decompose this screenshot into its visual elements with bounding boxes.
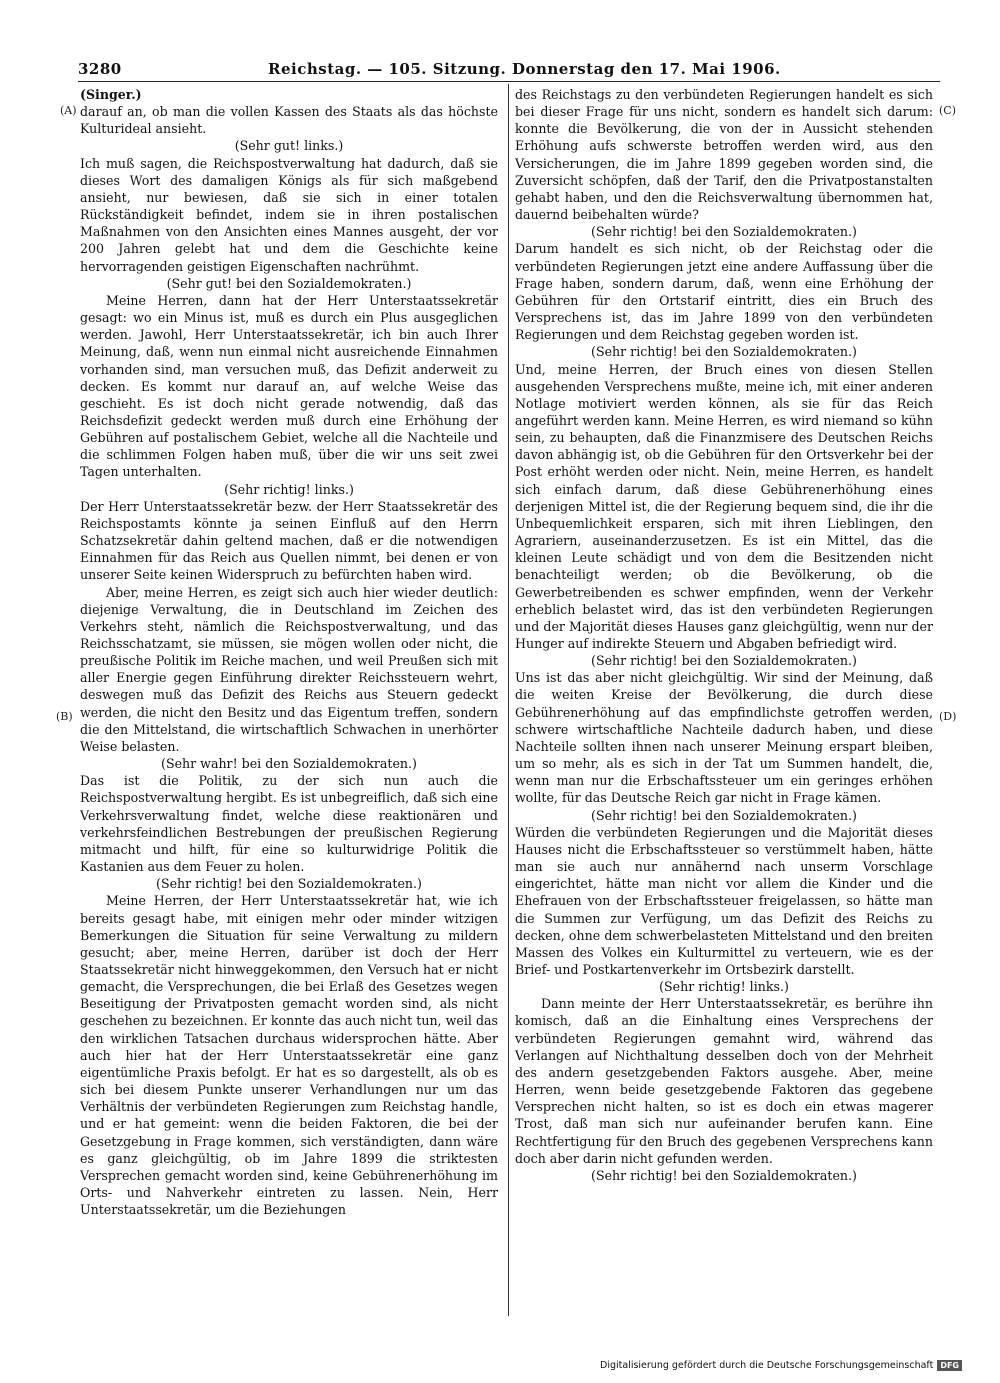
margin-marker-a: (A) [60, 104, 77, 117]
paragraph: Und, meine Herren, der Bruch eines von diesen Stellen ausgehenden Versprechens mußte, meine ich, mit einer anderen Notlage motiviert werden können, als sie für das Reich angeführt werden kann. Meine Herren, es wird niemand so kühn sein, zu behaupten, daß die Finanzmisere des Deutschen Reichs davon abhängig ist, ob die Gebühren für den Ortsverkehr bei der Post erhöht werden oder nicht. Nein, meine Herren, es handelt sich einfach darum, daß diese Gebührenerhöhung eines derjenigen Mittel ist, die der Regierung bequem sind, die ihr die Unbequemlichkeit ersparen, sich mit ihren Lieblingen, den Agrariern, auseinanderzusetzen. Es ist ein Mittel, das die kleinen Leute schädigt und von dem die Besitzenden nicht benachteiligt werden; ob die Bevölkerung, ob die Gewerbetreibenden es schwer empfinden, wenn der Verkehr erheblich belastet wird, das ist den verbündeten Regierungen und der Majorität dieses Hauses ganz gleichgültig, wenn nur der Hunger auf indirekte Steuern und Abgaben befriedigt wird. [515, 361, 933, 651]
speaker-name: (Singer.) [80, 87, 142, 102]
digitization-credit [600, 1360, 962, 1371]
interjection: (Sehr richtig! bei den Sozialdemokraten.) [591, 344, 857, 360]
paragraph: Das ist die Politik, zu der sich nun auch die Reichspostverwaltung hergibt. Es ist unbegreiflich, daß sich eine Verkehrsverwaltung findet, welche diese reaktionären und verkehrsfeindlichen Bestrebungen der preußischen Regierung mitmacht und hilft, für eine so kulturwidrige Politik die Kastanien aus dem Feuer zu holen. [80, 773, 498, 875]
paragraph: Meine Herren, der Herr Unterstaatssekretär hat, wie ich bereits gesagt habe, mit einigen mehr oder minder witzigen Bemerkungen die Situation für seine Verwaltung zu mildern gesucht; aber, meine Herren, darüber ist doch der Herr Staatssekretär nicht hinweggekommen, den Versuch hat er nicht gemacht, die Versprechungen, die bei Erlaß des Gesetzes wegen Beseitigung der Privatposten gemacht worden sind, als nicht geschehen zu bezeichnen. Er konnte das auch nicht tun, weil das den wirklichen Tatsachen durchaus widersprochen hätte. Aber auch hier hat der Herr Unterstaatssekretär eine ganz eigentümliche Praxis befolgt. Er hat es so dargestellt, als ob es sich bei diesem Punkte unserer Verhandlungen nur um das Verhältnis der verbündeten Regierungen zum Reichstag handle, und er hat gemeint: wenn die beiden Faktoren, die bei der Gesetzgebung in Frage kommen, sich verständigten, dann wäre es ganz gleichgültig, ob im Jahre 1899 die striktesten Versprechen gemacht worden sind, keine Gebührenerhöhung im Orts- und Nahverkehr eintreten zu lassen. Nein, Herr Unterstaatssekretär, um die Beziehungen [80, 893, 498, 1218]
interjection: (Sehr richtig! bei den Sozialdemokraten.) [156, 876, 422, 892]
margin-marker-b: (B) [56, 710, 73, 723]
paragraph: Dann meinte der Herr Unterstaatssekretär, es berühre ihn komisch, daß an die Einhaltung eines Versprechens der verbündeten Regierungen gemahnt wird, während das Verlangen auf Nichthaltung desselben doch von der Mehrheit des andern gesetzgebenden Faktors ausgehe. Aber, meine Herren, wenn beide gesetzgebende Faktoren das gegebene Versprechen nicht halten, so ist es doch ein etwas magerer Trost, daß man sich nur aufeinander berufen kann. Eine Rechtfertigung für den Bruch des gegebenen Versprechens kann doch aber darin nicht gefunden werden. [515, 996, 933, 1166]
paragraph: Der Herr Unterstaatssekretär bezw. der Herr Staatssekretär des Reichspostamts könnte ja seinen Einfluß auf den Herrn Schatzsekretär dahin geltend machen, daß er die notwendigen Einnahmen für das Reich aus Quellen nimmt, bei denen er von unserer Seite keinen Widerspruch zu befürchten haben wird. [80, 498, 498, 583]
interjection: (Sehr richtig! bei den Sozialdemokraten.) [591, 1167, 857, 1183]
interjection: (Sehr richtig! links.) [224, 481, 354, 497]
dfg-logo: DFG [937, 1360, 962, 1371]
paragraph: Uns ist das aber nicht gleichgültig. Wir sind der Meinung, daß die weiten Kreise der Bevölkerung, die durch diese Gebührenerhöhung auf das empfindlichste getroffen werden, schwere wirtschaftliche Nachteile dadurch haben, und diese Nachteile sollten ihnen nach unserer Meinung erspart bleiben, um so mehr, als es sich in der Tat um Summen handelt, die, wenn man nur die Erbschaftssteuer um ein geringes erhöhen wollte, für das Deutsche Reich gar nicht in Frage kämen. [515, 670, 933, 806]
header-rule [78, 81, 940, 82]
paragraph: Aber, meine Herren, es zeigt sich auch hier wieder deutlich: diejenige Verwaltung, die in Deutschland im Zeichen des Verkehrs steht, nämlich die Reichspostverwaltung, und das Reichsschatzamt, sie müssen, sie mögen wollen oder nicht, die preußische Politik im Reiche machen, und weil Preußen sich mit aller Energie gegen Einführung direkter Reichssteuern wehrt, deswegen muß das Defizit des Reichs aus Steuern gedeckt werden, die nicht den Besitz und das Eigentum treffen, sondern die den Mittelstand, die wirtschaftlich Schwachen in unerhörter Weise belasten. [80, 584, 498, 754]
paragraph: Ich muß sagen, die Reichspostverwaltung hat dadurch, daß sie dieses Wort des damaligen Königs als für sich maßgebend ansieht, nur bewiesen, daß sie sich in einer totalen Rückständigkeit befindet, indem sie in ihren postalischen Maßnahmen von den Ansichten eines Mannes ausgeht, der vor 200 Jahren gelebt hat und dem die Geschichte keine hervorragenden geistigen Eigenschaften nachrühmt. [80, 155, 498, 274]
paragraph: darauf an, ob man die vollen Kassen des Staats als das höchste Kulturideal ansieht. [80, 104, 498, 137]
paragraph: Darum handelt es sich nicht, ob der Reichstag oder die verbündeten Regierungen jetzt eine andere Auffassung über die Frage haben, sondern darum, daß, wenn eine Erhöhung der Gebühren für den Ortstarif eintritt, dies ein Bruch des Versprechens ist, das im Jahre 1899 von den verbündeten Regierungen und dem Reichstag gegeben worden ist. [515, 241, 933, 343]
paragraph: Würden die verbündeten Regierungen und die Majorität dieses Hauses nicht die Erbschaftssteuer so verstümmelt haben, hätte man sie auch nur annähernd nach unserm Vorschlage eingerichtet, hätte man nicht vor allem die Kinder und die Ehefrauen von der Erbschaftssteuer freigelassen, so hätte man die Summen zur Verfügung, um das Defizit des Reichs zu decken, ohne dem schwerbelasteten Mittelstand und den breiten Massen des Volkes ein Kulturmittel zu verteuern, wie es der Brief- und Postkartenverkehr im Ortsbezirk darstellt. [515, 824, 933, 977]
credit-text: Digitalisierung gefördert durch die Deutsche Forschungsgemeinschaft [600, 1360, 934, 1371]
paragraph: des Reichstags zu den verbündeten Regierungen handelt es sich bei dieser Frage für uns nicht, sondern es handelt sich darum: konnte die Bevölkerung, die von der in Aussicht stehenden Erhöhung aufs schwerste betroffen werden wird, aus den Versicherungen, die im Jahre 1899 gegeben worden sind, die Zuversicht schöpfen, daß der Tarif, den die Privatpostanstalten gehabt haben, und den die Reichsverwaltung übernommen hat, dauernd beibehalten würde? [515, 87, 933, 223]
interjection: (Sehr richtig! bei den Sozialdemokraten.) [591, 653, 857, 669]
right-column [515, 86, 933, 1316]
left-column [80, 86, 498, 1316]
interjection: (Sehr gut! links.) [234, 138, 344, 154]
page-header [78, 58, 940, 82]
interjection: (Sehr richtig! bei den Sozialdemokraten.) [591, 807, 857, 823]
margin-marker-d: (D) [939, 710, 957, 723]
page-number: 3280 [78, 60, 122, 78]
running-head: Reichstag. — 105. Sitzung. Donnerstag den 17. Mai 1906. [268, 60, 781, 78]
margin-marker-c: (C) [939, 104, 956, 117]
interjection: (Sehr richtig! links.) [659, 979, 789, 995]
interjection: (Sehr gut! bei den Sozialdemokraten.) [166, 275, 412, 291]
interjection: (Sehr richtig! bei den Sozialdemokraten.) [591, 224, 857, 240]
interjection: (Sehr wahr! bei den Sozialdemokraten.) [161, 756, 417, 772]
column-divider [508, 84, 509, 1316]
paragraph: Meine Herren, dann hat der Herr Unterstaatssekretär gesagt: wo ein Minus ist, muß es durch ein Plus ausgeglichen werden. Jawohl, Herr Unterstaatssekretär, ich bin auch Ihrer Meinung, daß, wenn nun einmal nicht ausreichende Einnahmen vorhanden sind, man versuchen muß, das Defizit anderweit zu decken. Es kommt nur darauf an, auf welche Weise das geschieht. Es ist doch nicht gerade notwendig, daß das Reichsdefizit gedeckt werden muß durch eine Erhöhung der Gebühren auf postalischem Gebiet, welche all die Nachteile und die schlimmen Folgen haben muß, über die wir uns seit zwei Tagen unterhalten. [80, 292, 498, 480]
